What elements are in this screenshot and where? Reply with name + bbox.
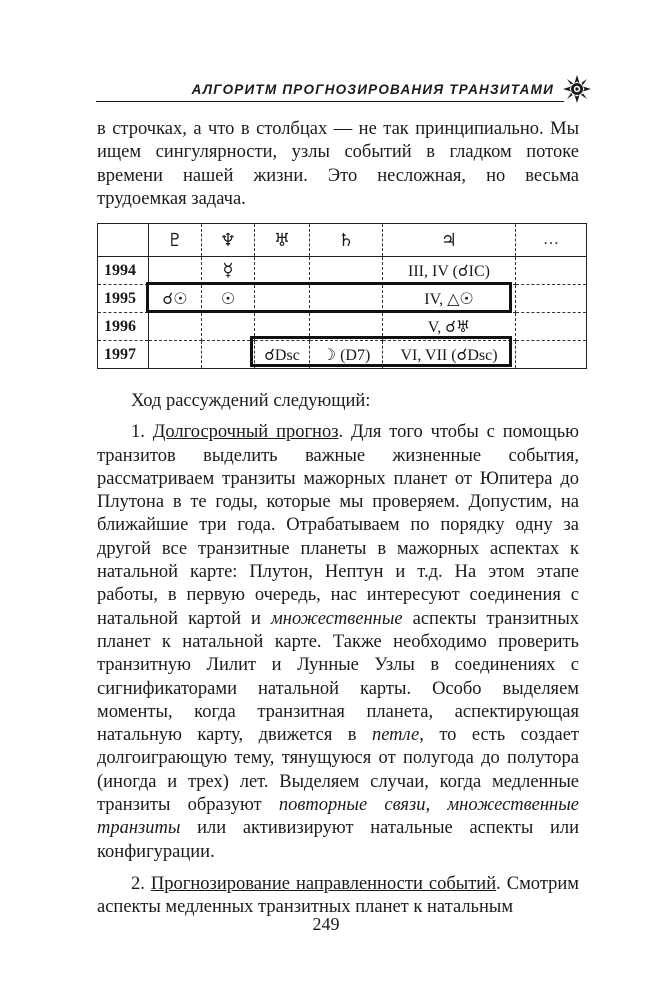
year-cell: 1997: [98, 341, 149, 369]
table-header-row: [98, 224, 587, 257]
neptune-cell: [202, 313, 255, 341]
more-cell: [516, 313, 587, 341]
uranus-cell: [255, 257, 310, 285]
sun-ornament-icon: [562, 74, 592, 104]
transit-table: [97, 223, 587, 369]
table-row: [98, 313, 587, 341]
jupiter-cell: IV, △☉: [383, 285, 516, 313]
step-number: 2.: [131, 873, 151, 894]
more-cell: [516, 257, 587, 285]
saturn-glyph: ♄: [310, 224, 383, 257]
step-number: 1.: [131, 422, 153, 443]
step-1-emph-3: повторные связи, множественные транзиты: [97, 795, 579, 839]
table-row: [98, 285, 587, 313]
running-header: [96, 70, 594, 104]
year-cell: 1994: [98, 257, 149, 285]
running-header-title: АЛГОРИТМ ПРОГНОЗИРОВАНИЯ ТРАНЗИТАМИ: [191, 82, 554, 97]
step-2-heading: Прогнозирование направленности событий: [150, 873, 497, 894]
pluto-glyph: ♇: [149, 224, 202, 257]
step-2-text: . Смотрим аспекты медленных транзитных планет к натальным: [97, 873, 579, 918]
step-1-text-b: аспекты транзитных планет к натальной карте. Также необходимо проверить транзитную Лилит и Лунные Узлы в соединениях с сигнификаторами натальной карты. Особо выделяем моменты, когда транзитная планета, аспектирующая натальную карту, движется в: [97, 608, 580, 746]
uranus-cell: ☌Dsc: [255, 341, 310, 369]
saturn-cell: ☽ (D7): [310, 341, 383, 369]
table-row: [98, 341, 587, 369]
paragraph-reasoning: Ход рассуждений следующий:: [131, 391, 371, 411]
neptune-cell: ☉: [202, 285, 255, 313]
paragraph-step-1: [97, 421, 579, 864]
uranus-cell: [255, 285, 310, 313]
saturn-cell: [310, 285, 383, 313]
year-cell: 1996: [98, 313, 149, 341]
step-1-text-a: . Для того чтобы с помощью транзитов выделить важные жизненные события, рассматриваем транзиты мажорных планет от Юпитера до Плутона в те годы, которые мы проверяем. Допустим, на ближайшие три года. Отрабатываем по порядку одну за другой все транзитные планеты в мажорных аспектах к натальной карте: Плутон, Нептун и т.д. На этом этапе работы, в первую очередь, нас интересуют соединения с натальной картой и: [97, 422, 579, 629]
jupiter-cell: V, ☌♅: [383, 313, 516, 341]
header-rule: [96, 101, 564, 102]
more-cell: [516, 285, 587, 313]
jupiter-cell: III, IV (☌IC): [383, 257, 516, 285]
step-1-emph-1: множественные: [270, 608, 403, 629]
more-cell: [516, 341, 587, 369]
page-number: 249: [312, 914, 340, 934]
pluto-cell: [149, 257, 202, 285]
step-1-heading: Долгосрочный прогноз: [152, 422, 339, 443]
pluto-cell: ☌☉: [149, 285, 202, 313]
neptune-glyph: ♆: [202, 224, 255, 257]
step-1-text-c: , то есть создает долгоиграющую тему, тянущуюся от полугода до полутора (иногда и трех) лет. Выделяем случаи, когда медленные транзиты образуют: [97, 725, 579, 816]
corner-cell: [98, 224, 149, 257]
paragraph-step-2: [97, 873, 579, 920]
intro-paragraph: в строчках, а что в столбцах — не так принципиально. Мы ищем сингулярности, узлы событий в гладком потоке времени нашей жизни. Это несложная, но весьма трудоемкая задача.: [97, 119, 579, 209]
pluto-cell: [149, 313, 202, 341]
more-planets-cell: …: [516, 224, 587, 257]
body-text: [97, 390, 579, 920]
saturn-cell: [310, 257, 383, 285]
jupiter-glyph: ♃: [383, 224, 516, 257]
pluto-cell: [149, 341, 202, 369]
neptune-cell: [202, 341, 255, 369]
table-row: [98, 257, 587, 285]
jupiter-cell: VI, VII (☌Dsc): [383, 341, 516, 369]
year-cell: 1995: [98, 285, 149, 313]
step-1-emph-2: петле: [371, 725, 420, 746]
neptune-cell: ☿: [202, 257, 255, 285]
saturn-cell: [310, 313, 383, 341]
intro-text: [97, 118, 579, 211]
step-1-text-d: или активизируют натальные аспекты или конфигурации.: [97, 818, 579, 862]
uranus-cell: [255, 313, 310, 341]
uranus-glyph: ♅: [255, 224, 310, 257]
